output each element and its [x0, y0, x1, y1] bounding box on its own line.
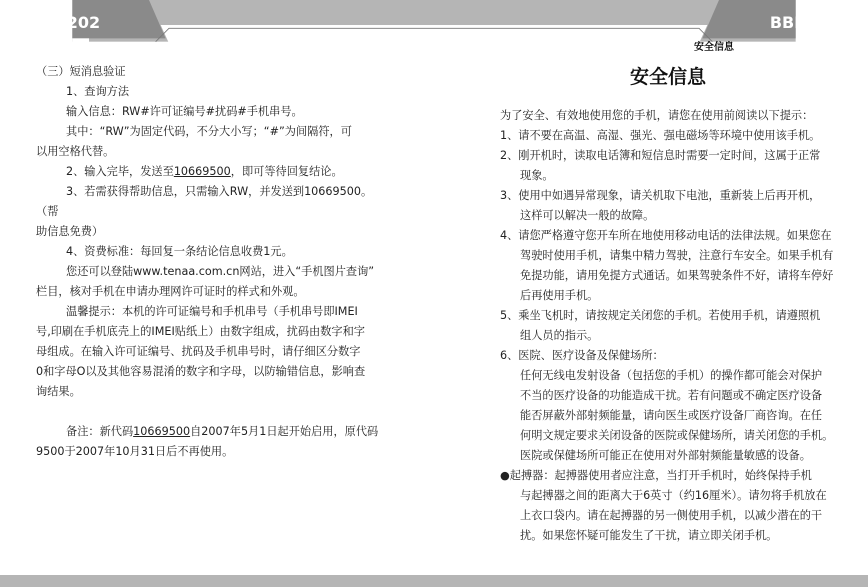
safety-item: 不当的医疗设备的功能造成干扰。若有问题或不确定医疗设备	[520, 389, 823, 402]
text-span: ，即可等待回复结论。	[230, 165, 343, 178]
note-line	[36, 422, 380, 442]
safety-item: 后再使用手机。	[520, 289, 599, 302]
text-line: 温馨提示：本机的许可证编号和手机串号（手机串号即IMEI	[66, 305, 358, 318]
text-line: 其中：“RW”为固定代码，不分大小写；“#”为间隔符，可	[66, 125, 352, 138]
safety-item: 4、请您严格遵守您开车所在地使用移动电话的法律法规。如果您在	[500, 229, 832, 242]
safety-item: 现象。	[520, 169, 554, 182]
left-column	[36, 62, 380, 462]
safety-item: 6、医院、医疗设备及保健场所：	[500, 349, 664, 362]
pacemaker-bullet: ●起搏器：起搏器使用者应注意，当打开手机时，始终保持手机	[500, 469, 812, 482]
text-line	[36, 162, 380, 182]
safety-item: 免提功能，请用免提方式通话。如果驾驶条件不好，请将车停好	[520, 269, 834, 282]
text-line: 您还可以登陆www.tenaa.com.cn网站，进入“手机图片查询”	[66, 265, 375, 278]
text-line: 0和字母O以及其他容易混淆的数字和字母，以防输错信息，影响查	[36, 365, 366, 378]
safety-item: 上衣口袋内。请在起搏器的另一侧使用手机，以减少潜在的干	[520, 509, 823, 522]
text-span: 备注：新代码	[66, 425, 134, 438]
safety-item: 1、请不要在高温、高湿、强光、强电磁场等环境中使用该手机。	[500, 129, 821, 142]
safety-item: 能否屏蔽外部射频能量，请向医生或医疗设备厂商咨询。在任	[520, 409, 823, 422]
text-span: 自2007年5月1日起开始启用，原代码	[190, 425, 379, 438]
text-line: 询结果。	[36, 385, 81, 398]
text-line: 号,印刷在手机底壳上的IMEI贴纸上）由数字组成，扰码由数字和字	[36, 325, 365, 338]
text-line: 栏目，核对手机在申请办理网许可证时的样式和外观。	[36, 285, 305, 298]
safety-item: 医院或保健场所可能正在使用对外部射频能量敏感的设备。	[520, 449, 811, 462]
brand-logo-left: BBK K202	[12, 13, 101, 32]
safety-item: 2、刚开机时，读取电话簿和短信息时需要一定时间，这属于正常	[500, 149, 821, 162]
sms-code-underlined: 10669500	[173, 165, 231, 178]
note-line: 9500于2007年10月31日后不再使用。	[36, 445, 234, 458]
safety-item: 5、乘坐飞机时，请按规定关闭您的手机。若使用手机，请遵照机	[500, 309, 821, 322]
safety-item: 这样可以解决一般的故障。	[520, 209, 655, 222]
text-line: 1、查询方法	[66, 85, 130, 98]
spacer	[36, 402, 380, 422]
safety-item: 扰。如果您怀疑可能发生了干扰，请立即关闭手机。	[520, 529, 778, 542]
safety-item: 任何无线电发射设备（包括您的手机）的操作都可能会对保护	[520, 369, 823, 382]
sms-code-underlined: 10669500	[133, 425, 191, 438]
safety-item: 组人员的指示。	[520, 329, 599, 342]
text-line: 助信息免费）	[36, 225, 104, 238]
intro-line: 为了安全、有效地使用您的手机，请您在使用前阅读以下提示：	[500, 109, 814, 122]
sms-verify-heading: （三）短消息验证	[36, 65, 126, 78]
safety-item: 驾驶时使用手机，请集中精力驾驶，注意行车安全。如果手机有	[520, 249, 834, 262]
text-line: 输入信息：RW#许可证编号#扰码#手机串号。	[66, 105, 303, 118]
text-line: 以用空格代替。	[36, 145, 115, 158]
right-column	[500, 62, 836, 546]
page-title: 安全信息	[629, 66, 706, 88]
safety-item: 与起搏器之间的距离大于6英寸（约16厘米）。请勿将手机放在	[520, 489, 827, 502]
text-line: 母组成。在输入许可证编号、扰码及手机串号时，请仔细区分数字	[36, 345, 361, 358]
text-span: 2、输入完毕，发送至	[66, 165, 174, 178]
brand-logo-right: BBK K202	[769, 13, 858, 32]
text-line: 4、资费标准：每回复一条结论信息收费1元。	[66, 245, 293, 258]
safety-item: 何明文规定要求关闭设备的医院或保健场所，请关闭您的手机。	[520, 429, 834, 442]
page-footer-band	[0, 571, 868, 587]
section-tag: 安全信息	[694, 42, 734, 53]
safety-item: 3、使用中如遇异常现象，请关机取下电池，重新装上后再开机，	[500, 189, 821, 202]
text-line: 3、若需获得帮助信息，只需输入RW，并发送到10669500。（帮	[36, 185, 373, 218]
